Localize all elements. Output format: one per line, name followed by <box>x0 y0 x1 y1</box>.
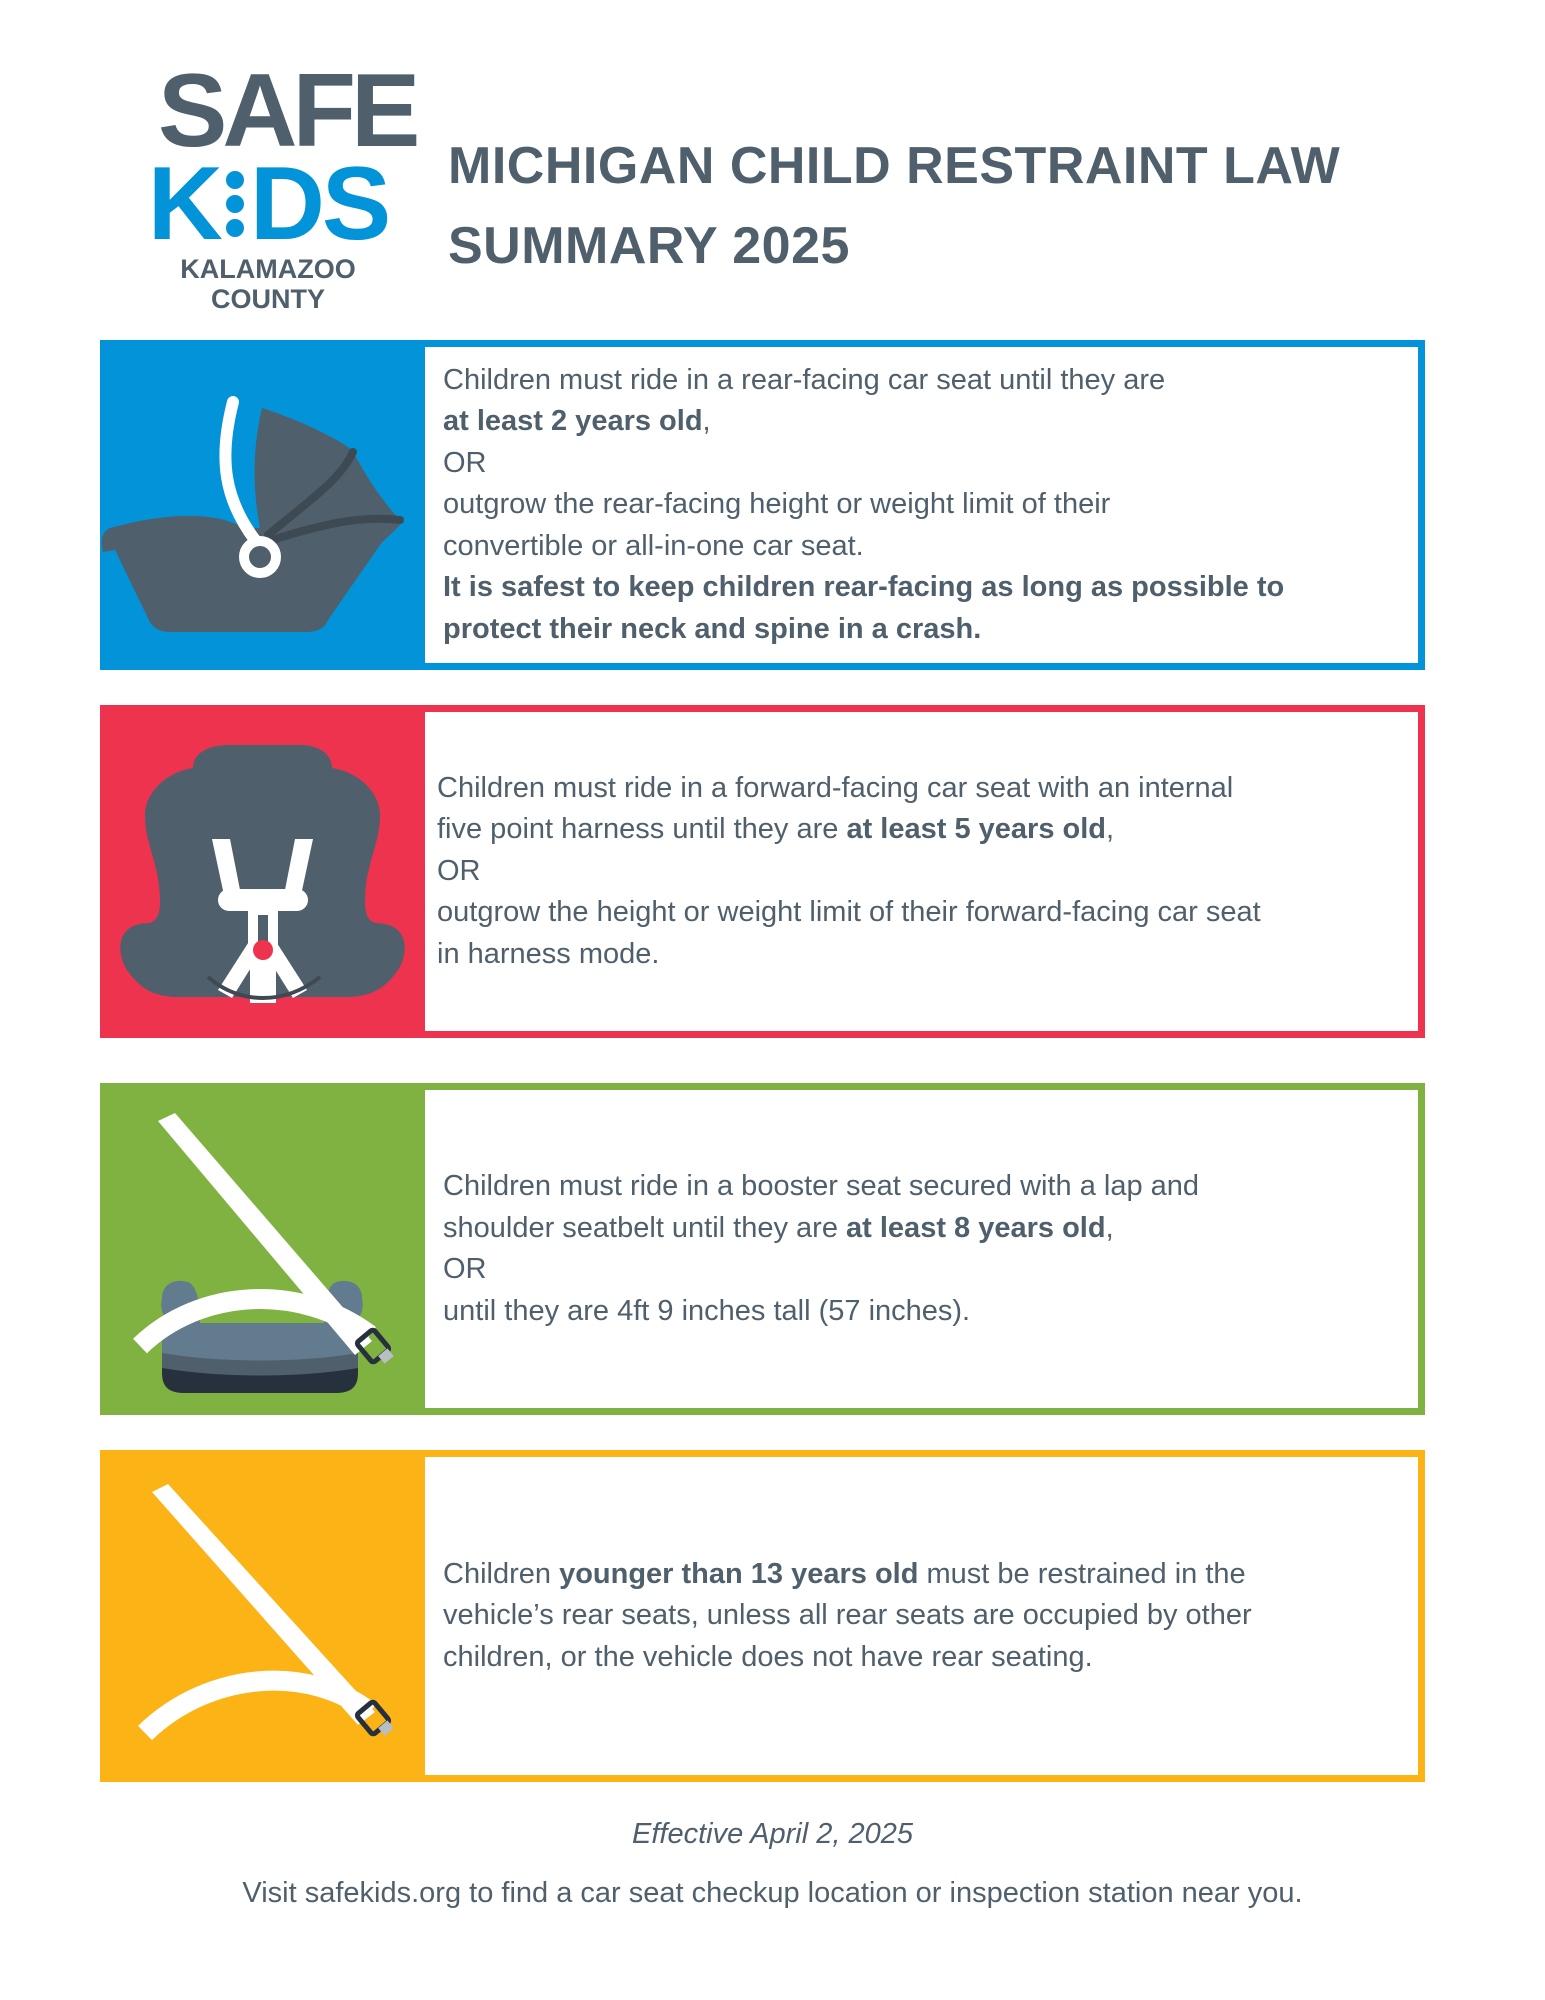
text-fragment: , <box>1105 1211 1114 1244</box>
forward-facing-harness-seat-icon <box>100 705 425 1038</box>
booster-seat-belt-icon <box>100 1083 425 1415</box>
text-fragment: shoulder seatbelt until they are <box>443 1211 847 1244</box>
text-line <box>443 1208 1398 1250</box>
text-fragment: must be restrained in the <box>918 1557 1246 1590</box>
panel-forward-facing-text <box>425 712 1418 1031</box>
bold-age: at least 5 years old <box>846 813 1106 846</box>
infant-car-seat-icon <box>100 340 425 670</box>
logo-k: K <box>147 146 220 262</box>
text-line: convertible or all-in-one car seat. <box>443 529 864 562</box>
bold-note: protect their neck and spine in a crash. <box>443 612 982 645</box>
bold-age: at least 2 years old <box>443 405 703 438</box>
panel-rear-facing-text <box>425 347 1418 663</box>
text-line <box>443 1554 1398 1596</box>
logo-safe-text: SAFE <box>158 53 416 169</box>
text-line: children, or the vehicle does not have rear seating. <box>443 1640 1093 1673</box>
text-line: Children must ride in a booster seat secured with a lap and <box>443 1170 1200 1202</box>
panel-rear-seat <box>100 1450 1425 1782</box>
safety-note-line <box>443 609 1398 651</box>
panel-rear-facing <box>100 340 1425 670</box>
text-line: Children must ride in a rear-facing car seat until they are <box>443 363 1166 396</box>
logo-kalamazoo: KALAMAZOO <box>180 254 356 284</box>
text-line: outgrow the rear-facing height or weight limit of their <box>443 488 1111 521</box>
logo-county: COUNTY <box>211 284 325 314</box>
page-title-line2: SUMMARY 2025 <box>448 217 850 275</box>
seatbelt-icon <box>100 1450 425 1782</box>
bold-age: younger than 13 years old <box>559 1557 919 1590</box>
or-text: OR <box>443 1253 487 1285</box>
text-line: until they are 4ft 9 inches tall (57 inches). <box>443 1294 971 1327</box>
panel-forward-facing <box>100 705 1425 1038</box>
page-title-line1: MICHIGAN CHILD RESTRAINT LAW <box>448 137 1341 195</box>
text-fragment: five point harness until they are <box>437 813 847 846</box>
text-fragment: , <box>1106 813 1115 846</box>
text-fragment: , <box>702 405 711 438</box>
safety-note-line <box>443 567 1398 609</box>
text-line <box>437 809 1398 851</box>
text-line: vehicle’s rear seats, unless all rear seats are occupied by other <box>443 1599 1252 1632</box>
visit-note: Visit safekids.org to find a car seat checkup location or inspection station near you. <box>242 1877 1303 1909</box>
bold-age: at least 8 years old <box>846 1211 1106 1244</box>
text-line: Children must ride in a forward-facing car seat with an internal <box>437 771 1234 804</box>
logo-dots-icon <box>226 171 244 237</box>
panel-booster <box>100 1083 1425 1415</box>
logo-ds: DS <box>249 146 389 262</box>
bold-note: It is safest to keep children rear-facing as long as possible to <box>443 571 1285 604</box>
panel-booster-text <box>425 1090 1418 1408</box>
text-fragment: Children <box>443 1557 560 1590</box>
or-text: OR <box>437 854 481 887</box>
effective-date: Effective April 2, 2025 <box>631 1818 914 1850</box>
text-line <box>443 401 1398 443</box>
or-text: OR <box>443 446 487 479</box>
text-line: outgrow the height or weight limit of their forward-facing car seat <box>437 896 1261 929</box>
panel-rear-seat-text <box>425 1457 1418 1775</box>
safe-kids-logo <box>147 53 416 314</box>
logo-kids-text <box>147 146 389 262</box>
page-title <box>448 126 1340 286</box>
text-line: in harness mode. <box>437 937 660 970</box>
